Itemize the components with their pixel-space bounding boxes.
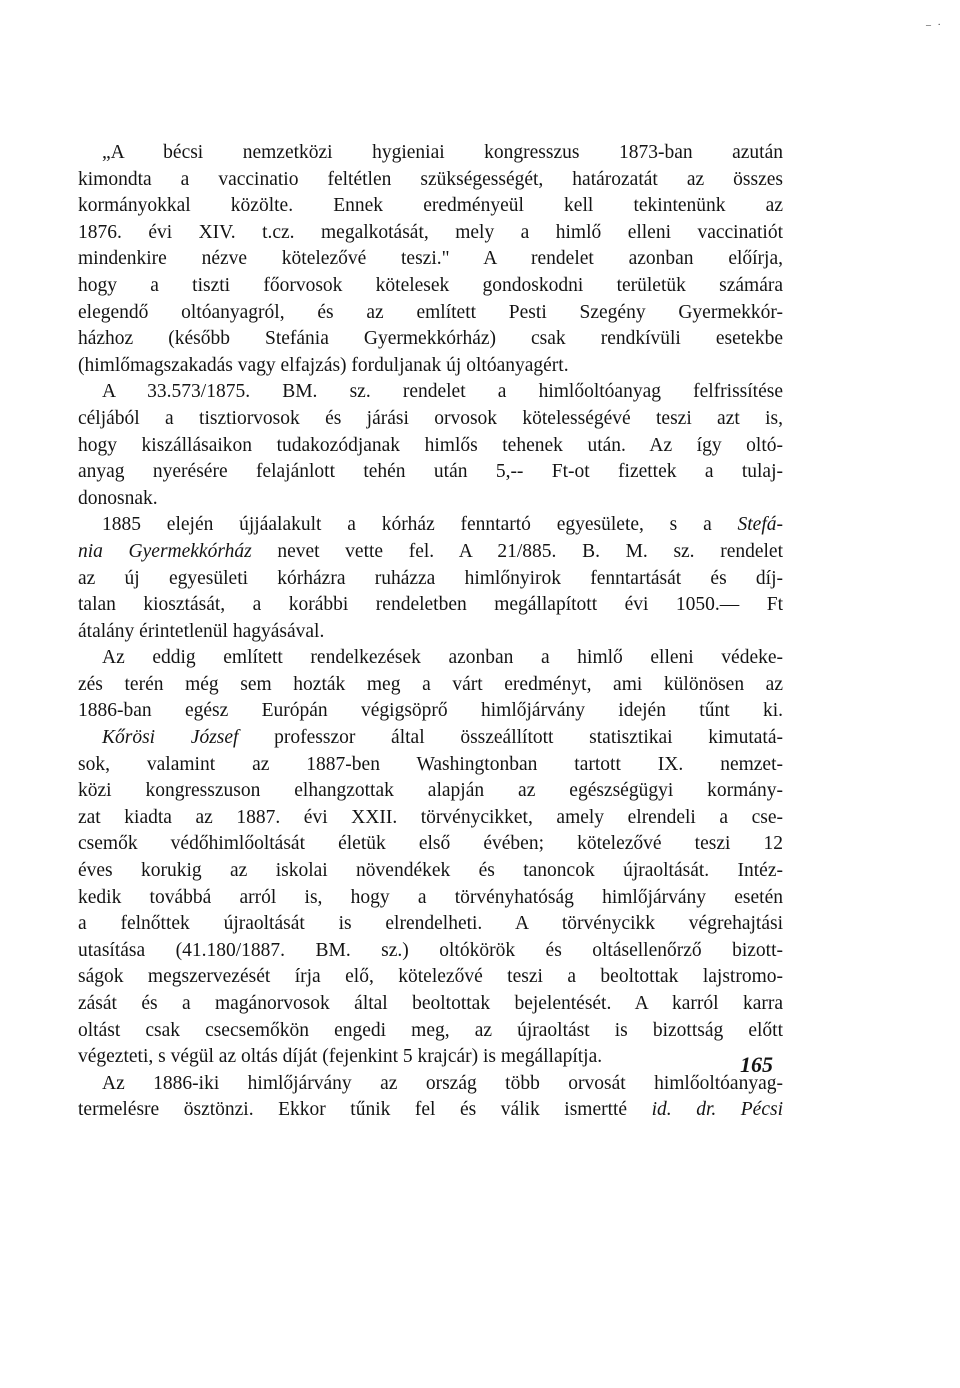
text-line [78,273,783,300]
text-line [78,938,783,965]
text-line [78,858,783,885]
line-text: közi kongresszuson elhangzottak alapján az egészségügyi kormány- [78,780,783,802]
line-text: éves korukig az iskolai növendékek és tanoncok újraoltását. Intéz- [78,860,783,882]
text-line [78,911,783,938]
text-line [78,805,783,832]
text-line [78,566,783,593]
text-line [78,885,783,912]
line-text: a felnőttek újraoltását is elrendelheti. A törvénycikk végrehajtási [78,913,783,935]
line-text: A 33.573/1875. BM. sz. rendelet a himlőoltóanyag felfrissítése [102,381,783,403]
text-line [78,433,783,460]
line-text: professzor által összeállított statisztikai kimutatá- [238,727,783,749]
line-text: céljából a tisztiorvosok és járási orvosok kötelességévé teszi azt is, [78,407,783,429]
corner-mark: – · [926,20,943,31]
line-text: sok, valamint az 1887-ben Washingtonban tartott IX. nemzet- [78,753,783,775]
italic-text: Stefá- [737,514,783,536]
text-line [78,246,783,273]
line-text: kedik továbbá arról is, hogy a törvényhatóság himlőjárvány esetén [78,886,783,908]
line-text: zés terén még sem hozták meg a várt eredményt, ami különösen az [78,673,783,695]
text-line [78,831,783,858]
text-line [78,406,783,433]
line-text: 1886-ban egész Európán végigsöprő himlőjárvány idején tűnt ki. [78,700,783,722]
text-line [78,300,783,327]
text-line [78,698,783,725]
line-text: Az eddig említett rendelkezések azonban a himlő elleni védeke- [102,647,783,669]
line-text: oltást csak csecsemőkön engedi meg, az újraoltást is bizottság előtt [78,1019,783,1041]
line-text: átalány érintetlenül hagyásával. [78,620,325,642]
text-line [78,725,783,752]
line-text: hogy a tiszti főorvosok kötelesek gondoskodni területük számára [78,274,783,296]
text-line [78,140,783,167]
text-line [78,778,783,805]
line-text: hogy kiszállásaikon tudakozódjanak himlős tehenek után. Az így oltó- [78,434,783,456]
text-line [78,752,783,779]
text-line [78,1044,783,1071]
line-text: mindenkire nézve kötelezővé teszi." A rendelet azonban előírja, [78,248,783,270]
line-text: házhoz (később Stefánia Gyermekkórház) csak rendkívüli esetekbe [78,328,783,350]
line-text: csemők védőhimlőoltását életük első évében; kötelezővé teszi 12 [78,833,783,855]
line-text: donosnak. [78,487,158,509]
document-body [78,140,783,1124]
line-text: zását és a magánorvosok által beoltottak bejelentését. A karról karra [78,993,783,1014]
line-text: ságok megszervezését írja elő, kötelezővé teszi a beoltottak lajstromo- [78,966,783,988]
line-text: zat kiadta az 1887. évi XXII. törvénycikket, amely elrendeli a cse- [78,806,783,828]
text-line [78,1097,783,1124]
line-text: Az 1886-iki himlőjárvány az ország több orvosát himlőoltóanyag- [102,1072,783,1094]
text-line [78,991,783,1018]
text-line [78,167,783,194]
text-line [78,1071,783,1098]
text-line [78,486,783,513]
line-text: 1885 elején újjáalakult a kórház fenntartó egyesülete, s a [102,514,738,536]
line-text: végezteti, s végül az oltás díját (fejenkint 5 krajcár) is megállapítja. [78,1046,603,1068]
text-line [78,512,783,539]
text-line [78,193,783,220]
italic-text: id. dr. Pécsi [651,1099,783,1121]
line-text: nevet vette fel. A 21/885. B. M. sz. rendelet [251,540,783,562]
line-text: 1876. évi XIV. t.cz. megalkotását, mely a himlő elleni vaccinatiót [78,221,783,243]
text-line [78,459,783,486]
line-text: talan kiosztását, a korábbi rendeletben megállapított évi 1050.— Ft [78,594,783,616]
text-line [78,619,783,646]
text-line [78,672,783,699]
text-line [78,1018,783,1045]
line-text: kormányokkal közölte. Ennek eredményeül kell tekintenünk az [78,195,783,217]
line-text: (himlőmagszakadás vagy elfajzás) forduljanak új oltóanyagért. [78,354,569,376]
line-text: utasítása (41.180/1887. BM. sz.) oltókörök és oltásellenőrző bizott- [78,939,783,961]
text-line [78,539,783,566]
text-line [78,353,783,380]
text-line [78,964,783,991]
text-line [78,220,783,247]
text-line [78,326,783,353]
text-line [78,645,783,672]
italic-text: Kőrösi József [102,727,239,749]
text-line [78,592,783,619]
text-line [78,379,783,406]
line-text: anyag nyerésére felajánlott tehén után 5,-- Ft-ot fizettek a tulaj- [78,461,783,483]
line-text: az új egyesületi kórházra ruházza himlőnyirok fenntartását és díj- [78,567,783,589]
line-text: kimondta a vaccinatio feltétlen szükségességét, határozatát az összes [78,168,783,190]
italic-text: nia Gyermekkórház [78,540,252,562]
line-text: „A bécsi nemzetközi hygieniai kongresszus 1873-ban azután [102,142,783,163]
line-text: termelésre ösztönzi. Ekkor tűnik fel és válik ismertté [78,1099,652,1121]
page-number: 165 [740,1052,773,1077]
line-text: elegendő oltóanyagról, és az említett Pesti Szegény Gyermekkór- [78,301,783,323]
